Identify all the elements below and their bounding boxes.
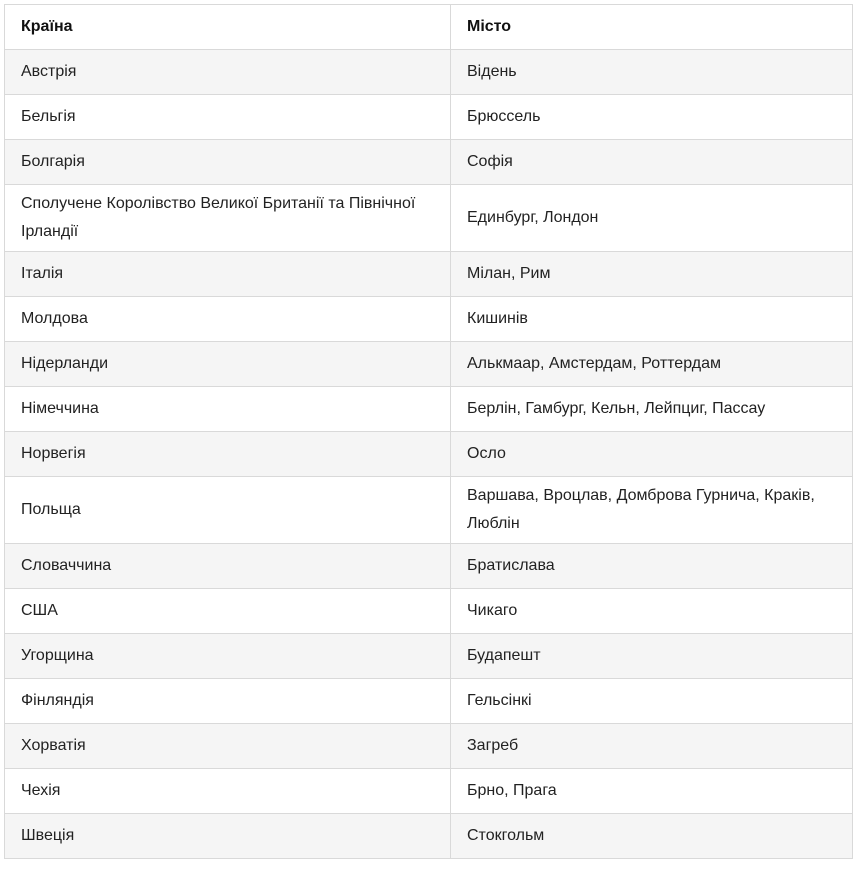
header-country: Країна — [5, 5, 451, 50]
country-city-table-wrapper — [4, 4, 852, 859]
city-cell: Осло — [451, 432, 853, 477]
country-cell: Нідерланди — [5, 342, 451, 387]
table-row — [5, 432, 853, 477]
table-row — [5, 387, 853, 432]
country-cell: Норвегія — [5, 432, 451, 477]
table-row — [5, 679, 853, 724]
country-cell: Фінляндія — [5, 679, 451, 724]
table-row — [5, 544, 853, 589]
city-cell: Брюссель — [451, 95, 853, 140]
table-header-row — [5, 5, 853, 50]
table-body — [5, 50, 853, 859]
country-cell: Польща — [5, 477, 451, 544]
country-cell: США — [5, 589, 451, 634]
table-row — [5, 724, 853, 769]
city-cell: Стокгольм — [451, 814, 853, 859]
country-cell: Словаччина — [5, 544, 451, 589]
city-cell: Софія — [451, 140, 853, 185]
table-row — [5, 634, 853, 679]
city-cell: Брно, Прага — [451, 769, 853, 814]
table-row — [5, 185, 853, 252]
table-row — [5, 769, 853, 814]
city-cell: Варшава, Вроцлав, Домброва Гурнича, Краків, Люблін — [451, 477, 853, 544]
city-cell: Братислава — [451, 544, 853, 589]
country-cell: Угорщина — [5, 634, 451, 679]
city-cell: Единбург, Лондон — [451, 185, 853, 252]
country-cell: Німеччина — [5, 387, 451, 432]
city-cell: Загреб — [451, 724, 853, 769]
country-cell: Італія — [5, 252, 451, 297]
country-cell: Чехія — [5, 769, 451, 814]
country-city-table — [4, 4, 853, 859]
table-row — [5, 95, 853, 140]
country-cell: Хорватія — [5, 724, 451, 769]
country-cell: Австрія — [5, 50, 451, 95]
country-cell: Сполучене Королівство Великої Британії та Північної Ірландії — [5, 185, 451, 252]
header-city: Місто — [451, 5, 853, 50]
country-cell: Швеція — [5, 814, 451, 859]
table-row — [5, 297, 853, 342]
city-cell: Кишинів — [451, 297, 853, 342]
city-cell: Відень — [451, 50, 853, 95]
city-cell: Берлін, Гамбург, Кельн, Лейпциг, Пассау — [451, 387, 853, 432]
table-row — [5, 589, 853, 634]
table-row — [5, 477, 853, 544]
table-row — [5, 140, 853, 185]
city-cell: Мілан, Рим — [451, 252, 853, 297]
country-cell: Болгарія — [5, 140, 451, 185]
country-cell: Бельгія — [5, 95, 451, 140]
city-cell: Чикаго — [451, 589, 853, 634]
table-row — [5, 814, 853, 859]
city-cell: Будапешт — [451, 634, 853, 679]
table-row — [5, 50, 853, 95]
city-cell: Алькмаар, Амстердам, Роттердам — [451, 342, 853, 387]
table-row — [5, 252, 853, 297]
city-cell: Гельсінкі — [451, 679, 853, 724]
country-cell: Молдова — [5, 297, 451, 342]
table-row — [5, 342, 853, 387]
